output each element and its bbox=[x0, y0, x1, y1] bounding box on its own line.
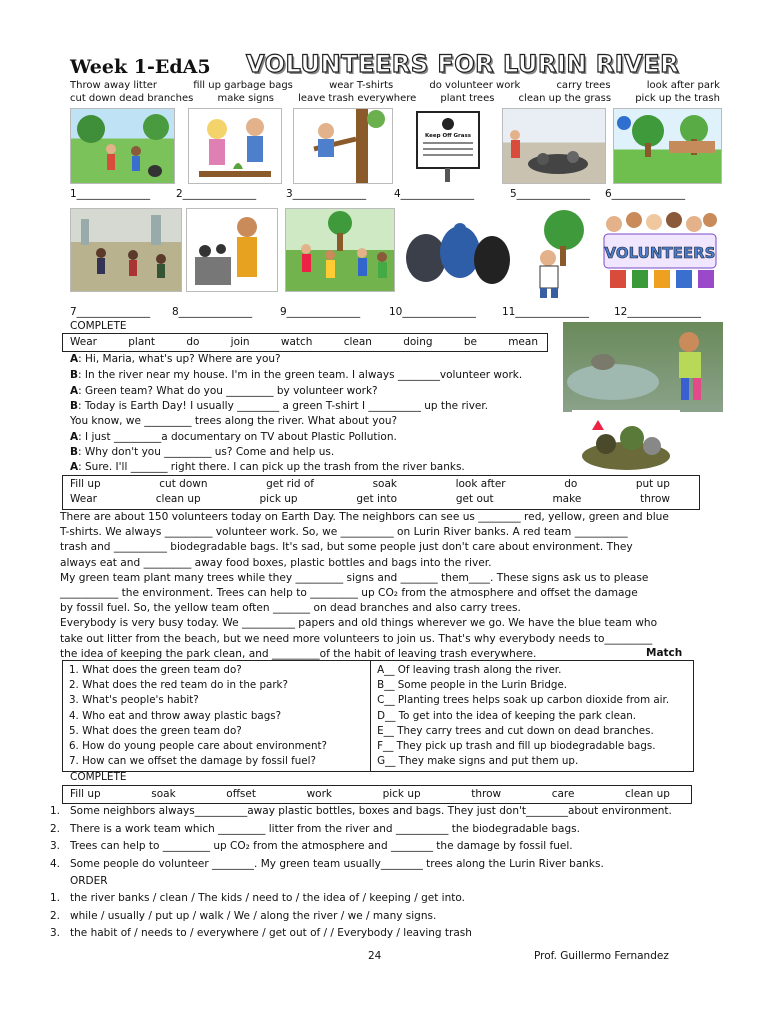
word-item: put up bbox=[635, 478, 670, 490]
word-item: mean bbox=[508, 336, 538, 348]
match-question: 3. What's people's habit? bbox=[69, 694, 199, 707]
match-answer[interactable]: F__ They pick up trash and fill up biodegradable bags. bbox=[377, 740, 656, 753]
paragraph-line: take out litter from the beach, but we need more volunteers to join us. That's why everybody needs to_________ bbox=[60, 632, 653, 645]
vocab-item: leave trash everywhere bbox=[298, 93, 417, 104]
word-item: Wear bbox=[70, 336, 97, 348]
match-answer[interactable]: E__ They carry trees and cut down on dead branches. bbox=[377, 724, 654, 737]
word-item: Wear bbox=[70, 493, 97, 505]
picture-garbage-bags bbox=[402, 208, 512, 290]
word-item: soak bbox=[372, 478, 397, 490]
match-question: 4. Who eat and throw away plastic bags? bbox=[69, 709, 282, 722]
word-item: Fill up bbox=[70, 788, 101, 800]
word-item: soak bbox=[151, 788, 176, 800]
vocab-item: look after park bbox=[646, 80, 720, 91]
answer-blank-5[interactable]: 5______________ bbox=[510, 188, 591, 200]
match-answer[interactable]: D__ To get into the idea of keeping the park clean. bbox=[377, 709, 637, 722]
vocab-item: make signs bbox=[217, 93, 275, 104]
svg-text:VOLUNTEERS: VOLUNTEERS bbox=[604, 244, 716, 262]
picture-kids-planting bbox=[188, 108, 282, 184]
word-item: care bbox=[551, 788, 575, 800]
picture-man-carrying-tree bbox=[522, 208, 594, 300]
paragraph-line: ___________ the environment. Trees can help to _________ up CO₂ from the atmosphere and offset the damage bbox=[60, 587, 638, 600]
match-answer[interactable]: A__ Of leaving trash along the river. bbox=[377, 664, 562, 676]
match-question: 1. What does the green team do? bbox=[69, 664, 242, 676]
picture-girl-at-river bbox=[563, 322, 723, 412]
vocab-item: fill up garbage bags bbox=[193, 80, 293, 91]
vocab-item: wear T-shirts bbox=[329, 80, 394, 91]
match-table bbox=[62, 660, 694, 772]
list-item: 2. while / usually / put up / walk / We / along the river / we / many signs. bbox=[50, 909, 437, 922]
picture-cutting-branches bbox=[293, 108, 393, 184]
picture-kids-volunteering bbox=[285, 208, 395, 292]
word-item: be bbox=[463, 336, 477, 348]
author: Prof. Guillermo Fernandez bbox=[534, 950, 669, 962]
word-item: get into bbox=[356, 493, 398, 505]
paragraph-line: by fossil fuel. So, the yellow team often _______ on dead branches and also carry trees. bbox=[60, 602, 521, 615]
word-box-3-words bbox=[70, 788, 670, 800]
paragraph-line: There are about 150 volunteers today on Earth Day. The neighbors can see us ________ red, yellow, green and blue bbox=[60, 511, 669, 523]
word-item: clean up bbox=[625, 788, 670, 800]
dialogue-line: A: Green team? What do you _________ by volunteer work? bbox=[70, 385, 378, 397]
page-number: 24 bbox=[368, 950, 382, 962]
word-item: look after bbox=[455, 478, 506, 490]
word-item: throw bbox=[471, 788, 502, 800]
vocab-item: Throw away litter bbox=[70, 80, 158, 91]
picture-volunteers-banner bbox=[602, 208, 718, 290]
word-item: clean up bbox=[155, 493, 201, 505]
sign-text: Keep Off Grass bbox=[424, 133, 471, 139]
vocab-row-2 bbox=[70, 93, 720, 104]
complete-list bbox=[50, 805, 672, 875]
picture-keep-off-grass-sign bbox=[411, 108, 485, 182]
match-question: 2. What does the red team do in the park? bbox=[69, 679, 288, 692]
word-item: plant bbox=[128, 336, 156, 348]
paragraph-line: T-shirts. We always _________ volunteer work. So, we __________ on Lurin River banks. A red team __________ bbox=[60, 526, 628, 539]
word-item: pick up bbox=[382, 788, 421, 800]
answer-blank-7[interactable]: 7______________ bbox=[70, 306, 151, 318]
paragraph-line: always eat and _________ away food boxes, plastic bottles and bags into the river. bbox=[60, 556, 492, 569]
vocab-item: cut down dead branches bbox=[70, 93, 194, 104]
match-answer[interactable]: G__ They make signs and put them up. bbox=[377, 755, 579, 768]
word-item: cut down bbox=[159, 478, 208, 490]
vocab-item: do volunteer work bbox=[429, 80, 521, 91]
reading-paragraph bbox=[60, 510, 686, 662]
answer-blank-8[interactable]: 8______________ bbox=[172, 306, 253, 318]
answer-blank-11[interactable]: 11______________ bbox=[502, 306, 589, 318]
word-box-1-words bbox=[70, 336, 538, 348]
picture-woman-throwing-trash bbox=[186, 208, 278, 292]
answer-blank-10[interactable]: 10______________ bbox=[389, 306, 476, 318]
vocab-item: pick up the trash bbox=[635, 93, 720, 104]
dialogue-line: You know, we _________ trees along the river. What about you? bbox=[70, 415, 398, 427]
match-answer[interactable]: C__ Planting trees helps soak up carbon dioxide from air. bbox=[377, 694, 670, 707]
answer-blank-9[interactable]: 9______________ bbox=[280, 306, 361, 318]
word-item: throw bbox=[640, 493, 670, 505]
match-questions bbox=[63, 661, 371, 771]
word-item: do bbox=[564, 478, 578, 490]
match-question: 5. What does the green team do? bbox=[69, 724, 242, 737]
dialogue-line: A: I just _________a documentary on TV about Plastic Pollution. bbox=[70, 431, 397, 443]
paragraph-line: the idea of keeping the park clean, and _________of the habit of leaving trash everywhere. bbox=[60, 647, 537, 660]
worksheet-title: VOLUNTEERS FOR LURIN RIVER bbox=[246, 50, 680, 78]
paragraph-line: Everybody is very busy today. We __________ papers and old things wherever we go. We have the blue team who bbox=[60, 617, 658, 630]
match-answer[interactable]: B__ Some people in the Lurin Bridge. bbox=[377, 679, 568, 692]
word-item: get rid of bbox=[266, 478, 314, 490]
answer-blank-4[interactable]: 4______________ bbox=[394, 188, 475, 200]
word-item: make bbox=[552, 493, 582, 505]
word-item: watch bbox=[280, 336, 313, 348]
word-box-2-row-2 bbox=[70, 493, 670, 505]
word-item: offset bbox=[226, 788, 256, 800]
match-question: 7. How can we offset the damage by fossil fuel? bbox=[69, 755, 316, 768]
word-item: join bbox=[230, 336, 250, 348]
word-item: doing bbox=[403, 336, 433, 348]
list-item: 1. Some neighbors always__________away plastic bottles, boxes and bags. They just don't________about environment. bbox=[50, 805, 672, 817]
answer-blank-3[interactable]: 3______________ bbox=[286, 188, 367, 200]
picture-group-cleanup bbox=[70, 208, 182, 292]
list-item: 3. the habit of / needs to / everywhere / get out of / / Everybody / leaving trash bbox=[50, 927, 472, 939]
order-list bbox=[50, 892, 472, 945]
dialogue-line: B: Why don't you _________ us? Come and help us. bbox=[70, 446, 335, 458]
answer-blank-2[interactable]: 2______________ bbox=[176, 188, 257, 200]
match-question: 6. How do young people care about environment? bbox=[69, 740, 327, 753]
paragraph-line: My green team plant many trees while they _________ signs and _______ them____. These signs ask us to please bbox=[60, 571, 649, 584]
vocab-item: carry trees bbox=[556, 80, 611, 91]
picture-trash-pile bbox=[572, 410, 680, 472]
vocab-row-1 bbox=[70, 80, 720, 91]
word-item: clean bbox=[343, 336, 372, 348]
vocab-item: clean up the grass bbox=[518, 93, 612, 104]
word-box-2-row-1 bbox=[70, 478, 670, 490]
list-item: 1. the river banks / clean / The kids / need to / the idea of / keeping / get into. bbox=[50, 892, 465, 904]
dialogue-line: B: In the river near my house. I'm in the green team. I always ________volunteer work. bbox=[70, 369, 523, 381]
word-item: work bbox=[306, 788, 332, 800]
vocab-item: plant trees bbox=[440, 93, 495, 104]
paragraph-line: trash and __________ biodegradable bags. It's sad, but some people just don't care about environment. They bbox=[60, 541, 633, 554]
match-answers bbox=[371, 661, 693, 771]
list-item: 3. Trees can help to _________ up CO₂ from the atmosphere and ________ the damage by fossil fuel. bbox=[50, 840, 573, 852]
match-heading: Match bbox=[646, 647, 683, 659]
complete-heading: COMPLETE bbox=[70, 320, 127, 332]
picture-park-cleanup bbox=[70, 108, 175, 184]
answer-blank-1[interactable]: 1______________ bbox=[70, 188, 151, 200]
answer-blank-6[interactable]: 6______________ bbox=[605, 188, 686, 200]
dialogue-line: A: Hi, Maria, what's up? Where are you? bbox=[70, 353, 281, 365]
dialogue-line: B: Today is Earth Day! I usually ________ a green T-shirt I __________ up the river. bbox=[70, 400, 489, 412]
word-item: do bbox=[186, 336, 200, 348]
picture-park bbox=[613, 108, 722, 184]
answer-blank-12[interactable]: 12______________ bbox=[614, 306, 701, 318]
list-item: 4. Some people do volunteer ________. My green team usually________ trees along the Lurin River banks. bbox=[50, 857, 604, 870]
word-item: get out bbox=[455, 493, 494, 505]
order-heading: ORDER bbox=[70, 875, 108, 887]
week-label: Week 1-EdA5 bbox=[70, 56, 211, 78]
picture-trash-everywhere bbox=[502, 108, 606, 184]
list-item: 2. There is a work team which _________ litter from the river and __________ the biodegradable bags. bbox=[50, 822, 580, 835]
word-item: Fill up bbox=[70, 478, 101, 490]
word-item: pick up bbox=[259, 493, 298, 505]
dialogue-line: A: Sure. I'll _______ right there. I can pick up the trash from the river banks. bbox=[70, 461, 465, 473]
complete-heading-2: COMPLETE bbox=[70, 771, 127, 783]
